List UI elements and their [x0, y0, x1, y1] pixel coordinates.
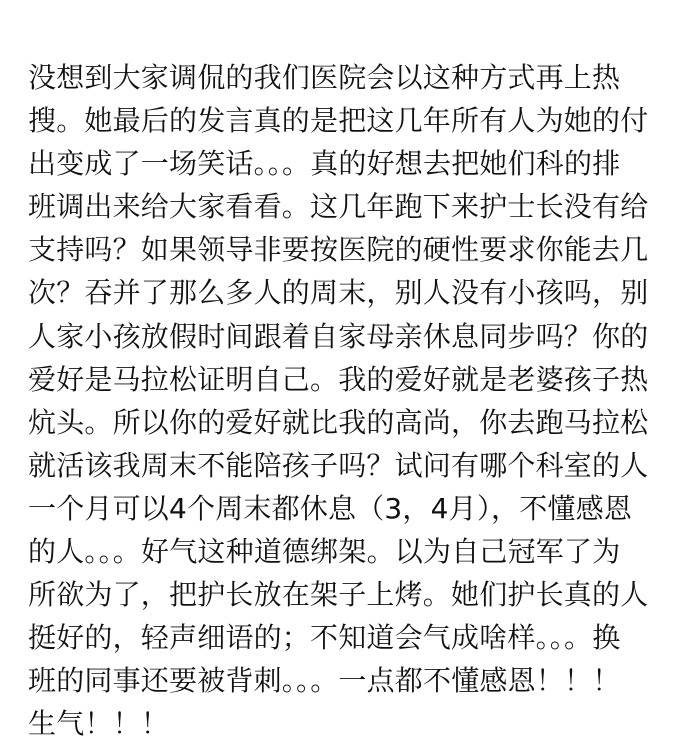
post-text-line-13: 所欲为了，把护长放在架子上烤。她们护长真的人 [28, 578, 649, 612]
post-text-line-9: 炕头。所以你的爱好就比我的高尚，你去跑马拉松 [28, 405, 649, 439]
post-text-line-3: 出变成了一场笑话。。。真的好想去把她们科的排 [28, 147, 621, 181]
post-text-line-12: 的人。。。好气这种道德绑架。以为自己冠军了为 [28, 535, 621, 569]
post-text-line-11: 一个月可以4个周末都休息（3，4月），不懂感恩 [28, 491, 633, 525]
post-text-line-10: 就活该我周末不能陪孩子吗？试问有哪个科室的人 [28, 448, 649, 482]
post-text-line-5: 支持吗？如果领导非要按医院的硬性要求你能去几 [28, 233, 649, 267]
post-text-line-15: 班的同事还要被背刺。。。一点都不懂感恩！！！ [28, 664, 621, 698]
post-text-line-1: 没想到大家调侃的我们医院会以这种方式再上热 [28, 61, 621, 94]
post-text-line-8: 爱好是马拉松证明自己。我的爱好就是老婆孩子热 [28, 362, 649, 396]
post-text-line-2: 搜。她最后的发言真的是把这几年所有人为她的付 [28, 104, 649, 138]
post-text-line-6: 次？吞并了那么多人的周末，别人没有小孩吗，别 [28, 276, 649, 310]
post-text-line-14: 挺好的，轻声细语的；不知道会气成啥样。。。换 [28, 621, 621, 655]
post-text-line-16: 生气！！！ [28, 707, 170, 741]
post-body-text [28, 56, 668, 746]
post-text-line-4: 班调出来给大家看看。这几年跑下来护士长没有给 [28, 190, 649, 224]
post-text-line-7: 人家小孩放假时间跟着自家母亲休息同步吗？你的 [28, 319, 649, 353]
